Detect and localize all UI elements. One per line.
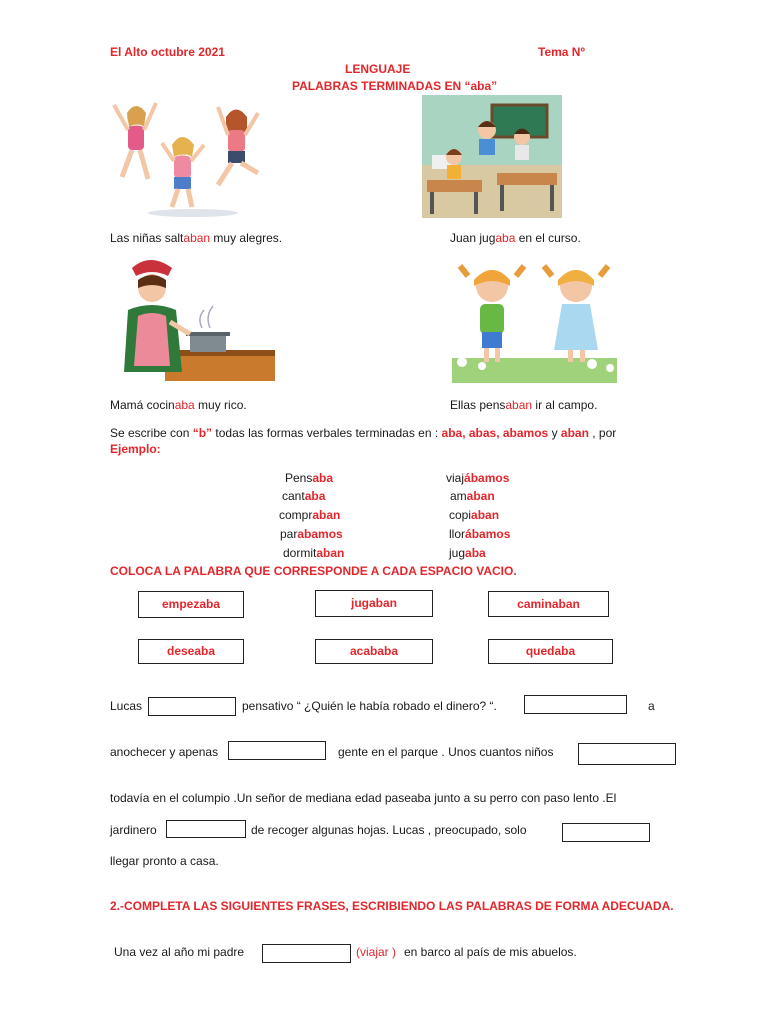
spelling-rule: Se escribe con “b” todas las formas verbales terminadas en : aba, abas, abamos y aban , por <box>110 426 617 440</box>
caption-jumping: Las niñas saltaban muy alegres. <box>110 231 283 245</box>
caption-playing: Juan jugaba en el curso. <box>450 231 581 245</box>
example-right-1: viajábamos <box>446 471 510 485</box>
blank-field[interactable] <box>524 695 627 714</box>
passage-text: todavía en el columpio .Un señor de mediana edad paseaba junto a su perro con paso lento .El <box>110 791 617 805</box>
blank-field[interactable] <box>562 823 650 842</box>
passage-text: pensativo “ ¿Quién le había robado el dinero? “. <box>242 699 497 713</box>
example-left-5: dormitaban <box>283 546 345 560</box>
example-left-1: Pensaba <box>285 471 334 485</box>
verb-hint: (viajar ) <box>356 945 397 959</box>
passage-text: Lucas <box>110 699 143 713</box>
example-right-5: jugaba <box>449 546 486 560</box>
passage-text: gente en el parque . Unos cuantos niños <box>338 745 554 759</box>
example-label: Ejemplo: <box>110 442 161 456</box>
theme-label: Tema Nº <box>538 45 585 59</box>
passage-text: anochecer y apenas <box>110 745 219 759</box>
page-title: PALABRAS TERMINADAS EN “aba” <box>292 79 498 93</box>
place-date: El Alto octubre 2021 <box>110 45 225 59</box>
passage-text: llegar pronto a casa. <box>110 854 219 868</box>
sentence-text: Una vez al año mi padre <box>114 945 245 959</box>
word-bank-item[interactable]: acababa <box>315 639 433 664</box>
passage-text: a <box>648 699 655 713</box>
blank-field[interactable] <box>262 944 351 963</box>
example-left-4: parabamos <box>280 527 343 541</box>
word-bank-item[interactable]: jugaban <box>315 590 433 617</box>
jumping-girls-illustration <box>108 95 278 220</box>
subject-title: LENGUAJE <box>345 62 411 76</box>
word-bank-item[interactable]: quedaba <box>488 639 613 664</box>
mom-cooking-illustration <box>110 258 275 383</box>
word-bank-item[interactable]: deseaba <box>138 639 244 664</box>
blank-field[interactable] <box>578 743 676 765</box>
passage-text: de recoger algunas hojas. Lucas , preocupado, solo <box>251 823 527 837</box>
caption-cooking: Mamá cocinaba muy rico. <box>110 398 247 412</box>
instruction-fill-blanks: COLOCA LA PALABRA QUE CORRESPONDE A CADA ESPACIO VACIO. <box>110 564 517 578</box>
sentence-text: en barco al país de mis abuelos. <box>404 945 577 959</box>
blank-field[interactable] <box>228 741 326 760</box>
two-girls-illustration <box>452 258 617 383</box>
instruction-complete-sentences: 2.-COMPLETA LAS SIGUIENTES FRASES, ESCRIBIENDO LAS PALABRAS DE FORMA ADECUADA. <box>110 899 674 913</box>
example-left-2: cantaba <box>282 489 326 503</box>
example-right-2: amaban <box>450 489 495 503</box>
caption-thinking: Ellas pensaban ir al campo. <box>450 398 598 412</box>
example-right-3: copiaban <box>449 508 500 522</box>
passage-text: jardinero <box>110 823 157 837</box>
word-bank-item[interactable]: empezaba <box>138 591 244 618</box>
blank-field[interactable] <box>166 820 246 838</box>
example-left-3: compraban <box>279 508 341 522</box>
example-right-4: llorábamos <box>449 527 511 541</box>
classroom-illustration <box>422 95 562 218</box>
blank-field[interactable] <box>148 697 236 716</box>
word-bank-item[interactable]: caminaban <box>488 591 609 617</box>
